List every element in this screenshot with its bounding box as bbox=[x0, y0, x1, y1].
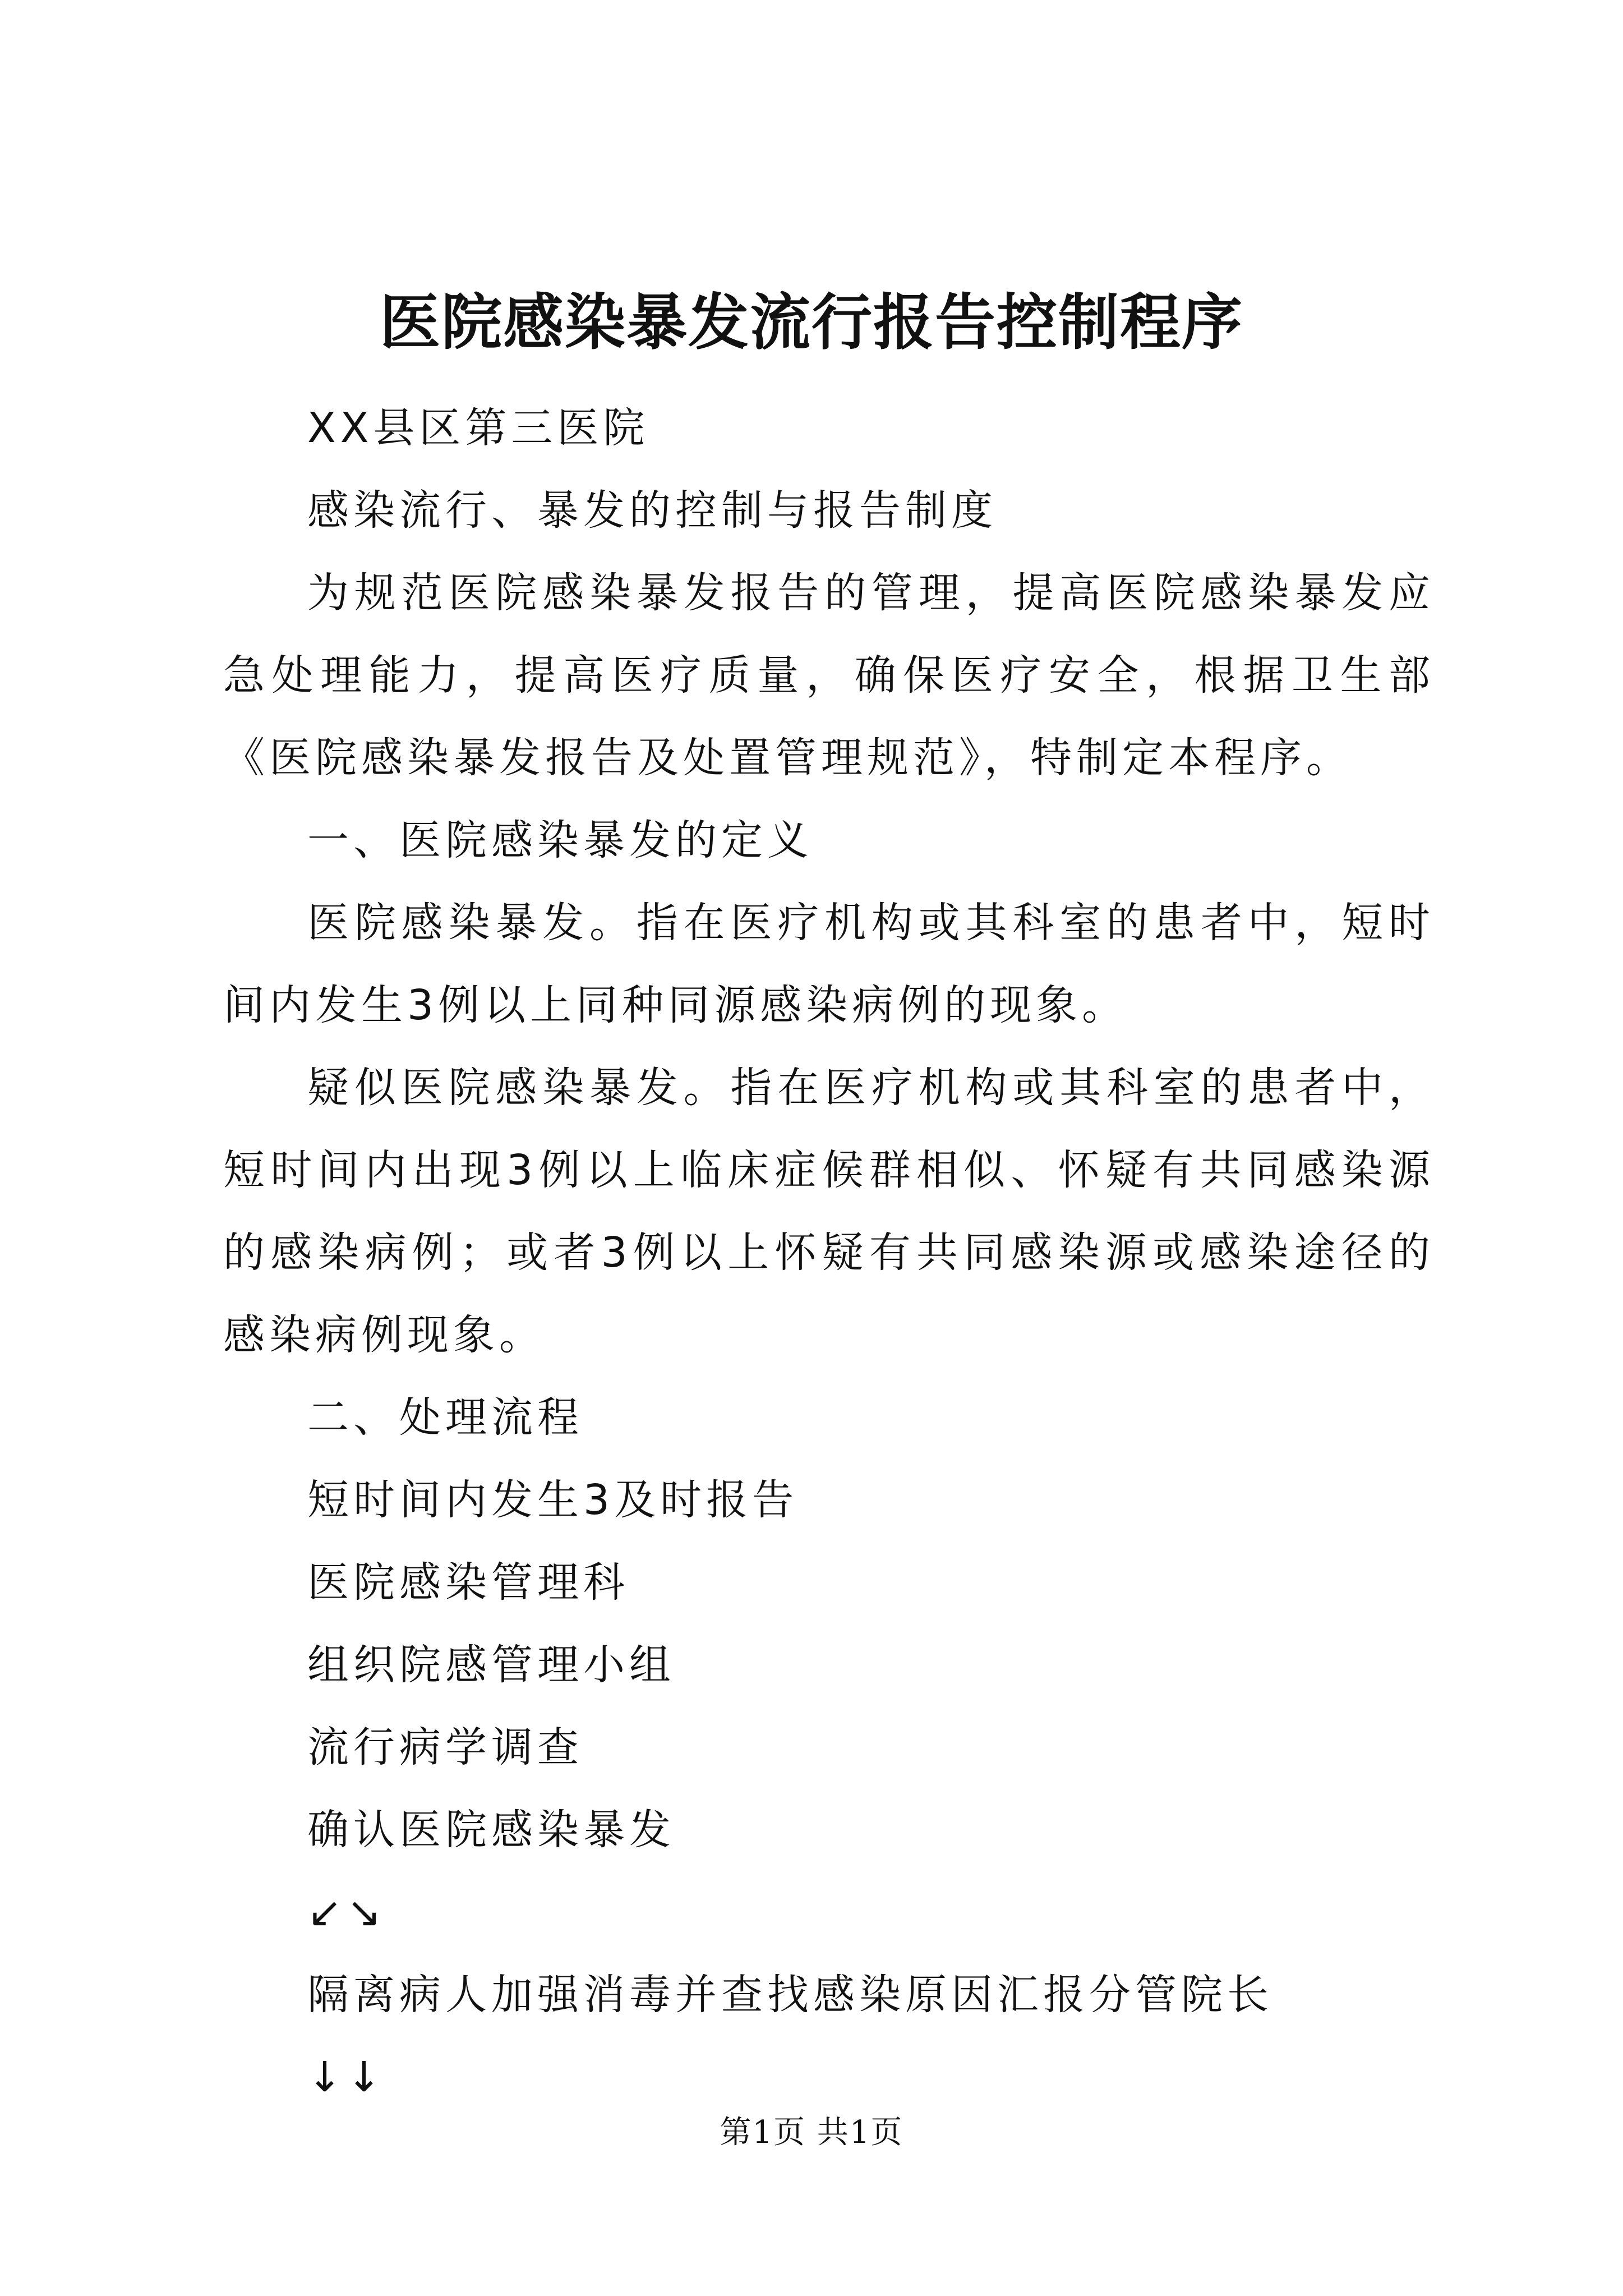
hospital-name: XX县区第三医院 bbox=[307, 404, 649, 452]
flow-arrows: ↓↓ bbox=[307, 2053, 386, 2101]
definition-outbreak-paragraph: 医院感染暴发。指在医疗机构或其科室的患者中，短时间内发生3例以上同种同源感染病例的现象。 bbox=[223, 899, 1435, 1029]
flow-step: 流行病学调查 bbox=[307, 1723, 583, 1772]
section-heading-process: 二、处理流程 bbox=[307, 1393, 583, 1442]
page-number: 第1页 共1页 bbox=[720, 2114, 903, 2151]
flow-step: 医院感染管理科 bbox=[307, 1558, 629, 1607]
intro-paragraph: 为规范医院感染暴发报告的管理，提高医院感染暴发应急处理能力，提高医疗质量，确保医疗安全，根据卫生部《医院感染暴发报告及处置管理规范》，特制定本程序。 bbox=[223, 569, 1435, 782]
document-subtitle: 感染流行、暴发的控制与报告制度 bbox=[307, 486, 997, 535]
flow-step: 短时间内发生3及时报告 bbox=[307, 1476, 799, 1524]
flow-step: 确认医院感染暴发 bbox=[307, 1806, 675, 1854]
flow-arrows: ↙↘ bbox=[307, 1888, 386, 1936]
flow-step: 组织院感管理小组 bbox=[307, 1641, 675, 1689]
page-title: 医院感染暴发流行报告控制程序 bbox=[379, 287, 1243, 358]
section-heading-definition: 一、医院感染暴发的定义 bbox=[307, 816, 813, 864]
flow-step: 隔离病人加强消毒并查找感染原因汇报分管院长 bbox=[307, 1971, 1273, 2019]
document-body bbox=[223, 387, 1435, 2119]
definition-suspected-paragraph: 疑似医院感染暴发。指在医疗机构或其科室的患者中，短时间内出现3例以上临床症候群相似、怀疑有共同感染源的感染病例；或者3例以上怀疑有共同感染源或感染途径的感染病例现象。 bbox=[223, 1064, 1435, 1359]
